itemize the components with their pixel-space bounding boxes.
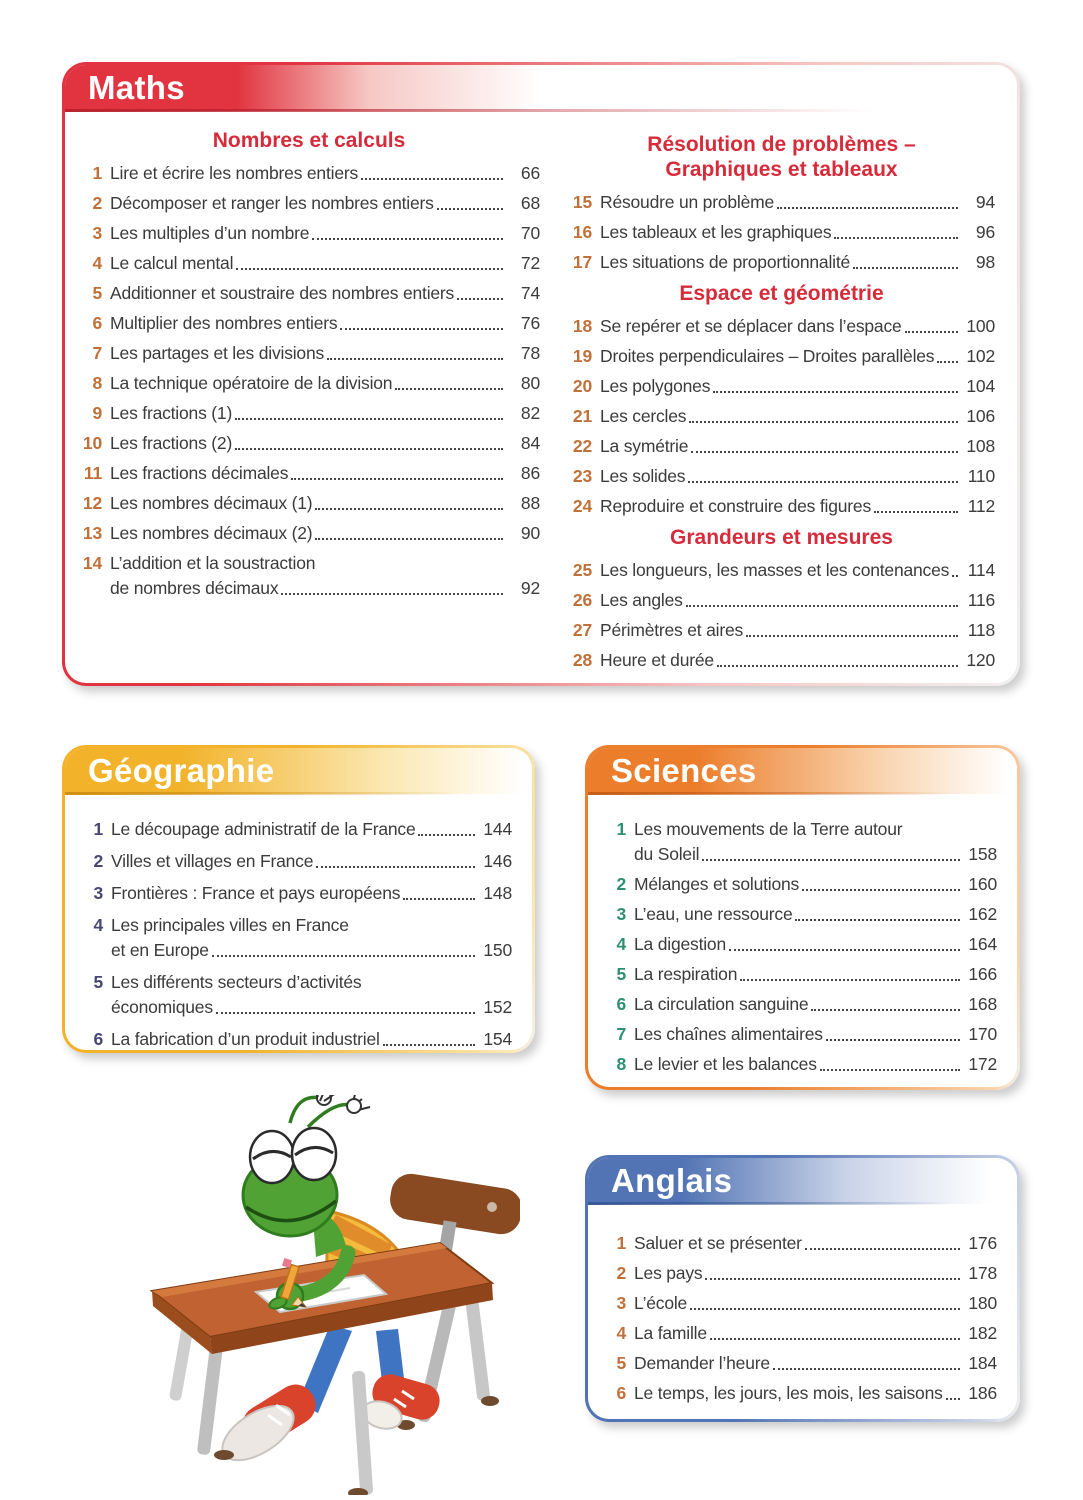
item-number: 4: [616, 1323, 626, 1343]
maths-section: [568, 281, 995, 517]
frog-illustration: [140, 1095, 520, 1495]
maths-card: [62, 62, 1020, 686]
dot-leader: [281, 593, 503, 595]
item-title: Villes et villages en France: [111, 851, 314, 871]
dot-leader: [710, 1338, 960, 1340]
toc-item: [568, 589, 995, 611]
item-title: Les chaînes alimentaires: [634, 1024, 823, 1044]
item-number: 3: [92, 223, 102, 243]
dot-leader: [691, 451, 958, 453]
toc-item: [568, 559, 995, 581]
item-number: 3: [616, 904, 626, 924]
item-title: Les partages et les divisions: [110, 343, 325, 363]
toc-item: [78, 282, 540, 304]
toc-item: [602, 1322, 997, 1344]
item-number: 3: [93, 883, 103, 903]
toc-item: [78, 192, 540, 214]
item-number: 5: [93, 972, 103, 992]
item-number: 27: [572, 620, 592, 640]
item-title: Le levier et les balances: [634, 1054, 817, 1074]
page-number: 118: [967, 620, 995, 640]
dot-leader: [291, 478, 503, 480]
toc-item: [568, 619, 995, 641]
page-number: 178: [968, 1263, 997, 1283]
toc-item: [79, 971, 512, 1018]
page-number: 162: [968, 904, 997, 924]
item-number: 13: [82, 523, 102, 543]
page-number: 74: [520, 283, 540, 303]
toc-item: [79, 818, 512, 840]
item-number: 2: [92, 193, 102, 213]
page-number: 166: [968, 964, 997, 984]
dot-leader: [327, 358, 503, 360]
item-title: Frontières : France et pays européens: [111, 883, 401, 903]
toc-item: [602, 818, 997, 865]
maths-column-right: [540, 124, 995, 679]
dot-leader: [340, 328, 503, 330]
page-number: 102: [966, 346, 995, 366]
item-title: Les polygones: [600, 376, 711, 396]
dot-leader: [312, 238, 503, 240]
item-number: 19: [572, 346, 592, 366]
page-number: 78: [520, 343, 540, 363]
item-title: Les mouvements de la Terre autour: [634, 819, 903, 839]
item-title: Les longueurs, les masses et les contenances: [600, 560, 950, 580]
item-number: 22: [572, 436, 592, 456]
toc-item: [79, 914, 512, 961]
toc-item: [78, 342, 540, 364]
page-number: 146: [483, 851, 512, 871]
dot-leader: [805, 1248, 960, 1250]
toc-item: [602, 1053, 997, 1075]
item-title: Les situations de proportionnalité: [600, 252, 851, 272]
toc-item: [602, 1382, 997, 1404]
toc-item: [79, 1028, 512, 1050]
toc-list: [568, 315, 995, 517]
item-number: 15: [572, 192, 592, 212]
item-number: 5: [616, 964, 626, 984]
dot-leader: [853, 267, 958, 269]
maths-title: Maths: [88, 69, 185, 106]
dot-leader: [729, 949, 960, 951]
item-number: 21: [572, 406, 592, 426]
item-title: Les nombres décimaux (1): [110, 493, 313, 513]
item-title: Décomposer et ranger les nombres entiers: [110, 193, 434, 213]
item-title: Les multiples d’un nombre: [110, 223, 310, 243]
page-number: 90: [520, 523, 540, 543]
item-title: Les pays: [634, 1263, 703, 1283]
page-number: 116: [967, 590, 995, 610]
toc-item: [602, 1023, 997, 1045]
item-title-line2: et en Europe: [111, 940, 209, 960]
item-title: Lire et écrire les nombres entiers: [110, 163, 359, 183]
item-title: Résoudre un problème: [600, 192, 775, 212]
dot-leader: [937, 361, 958, 363]
item-number: 7: [92, 343, 102, 363]
item-title: Les angles: [600, 590, 683, 610]
page-number: 184: [968, 1353, 997, 1373]
toc-item: [602, 933, 997, 955]
section-heading-nombres: Nombres et calculs: [212, 129, 406, 152]
toc-item: [568, 649, 995, 671]
section-heading-line1: Résolution de problèmes –: [647, 133, 916, 156]
item-number: 8: [92, 373, 102, 393]
item-title: La circulation sanguine: [634, 994, 809, 1014]
toc-item: [602, 1262, 997, 1284]
geographie-title: Géographie: [88, 752, 275, 789]
item-title: Les principales villes en France: [111, 915, 349, 935]
section-heading: [568, 132, 995, 182]
dot-leader: [437, 208, 503, 210]
toc-item: [568, 315, 995, 337]
dot-leader: [802, 889, 960, 891]
item-number: 11: [83, 463, 102, 483]
item-number: 12: [82, 493, 102, 513]
toc-item: [568, 191, 995, 213]
toc-item: [78, 552, 540, 599]
page-number: 160: [968, 874, 997, 894]
sciences-card: [585, 745, 1020, 1090]
item-title: La digestion: [634, 934, 726, 954]
page-number: 96: [975, 222, 995, 242]
item-number: 6: [616, 1383, 626, 1403]
item-title: Droites perpendiculaires – Droites parallèles: [600, 346, 935, 366]
dot-leader: [418, 834, 475, 836]
toc-item: [78, 462, 540, 484]
page-number: 66: [520, 163, 540, 183]
dot-leader: [795, 919, 960, 921]
page-number: 68: [520, 193, 540, 213]
page-number: 172: [968, 1054, 997, 1074]
toc-list-geographie: [79, 818, 512, 1050]
toc-item: [602, 903, 997, 925]
item-number: 2: [616, 874, 626, 894]
sciences-title: Sciences: [611, 752, 757, 789]
toc-list-sciences: [602, 818, 997, 1075]
page-number: 170: [968, 1024, 997, 1044]
item-number: 2: [616, 1263, 626, 1283]
page-number: 88: [520, 493, 540, 513]
page-number: 186: [968, 1383, 997, 1403]
anglais-title: Anglais: [611, 1162, 733, 1199]
dot-leader: [952, 575, 958, 577]
dot-leader: [395, 388, 503, 390]
page-number: 182: [968, 1323, 997, 1343]
dot-leader: [905, 331, 958, 333]
dot-leader: [212, 955, 475, 957]
dot-leader: [717, 665, 958, 667]
item-title: Le temps, les jours, les mois, les saisons: [634, 1383, 943, 1403]
dot-leader: [946, 1398, 960, 1400]
toc-item: [568, 435, 995, 457]
item-number: 1: [616, 819, 626, 839]
dot-leader: [834, 237, 958, 239]
item-number: 1: [92, 163, 102, 183]
item-title: L’école: [634, 1293, 688, 1313]
toc-list: [568, 191, 995, 273]
dot-leader: [457, 298, 503, 300]
dot-leader: [316, 866, 475, 868]
dot-leader: [686, 605, 958, 607]
item-title: Saluer et se présenter: [634, 1233, 802, 1253]
item-number: 4: [93, 915, 103, 935]
item-title: Se repérer et se déplacer dans l’espace: [600, 316, 902, 336]
dot-leader: [705, 1278, 960, 1280]
toc-item: [568, 345, 995, 367]
dot-leader: [383, 1044, 475, 1046]
item-title: La fabrication d’un produit industriel: [111, 1029, 380, 1049]
dot-leader: [777, 207, 958, 209]
page-number: 150: [483, 940, 512, 960]
item-title: Heure et durée: [600, 650, 714, 670]
item-title: L’addition et la soustraction: [110, 553, 316, 573]
page-number: 110: [967, 466, 995, 486]
item-number: 17: [572, 252, 592, 272]
item-title: La respiration: [634, 964, 738, 984]
toc-item: [78, 222, 540, 244]
toc-item: [568, 221, 995, 243]
page-number: 112: [967, 496, 995, 516]
dot-leader: [820, 1069, 960, 1071]
dot-leader: [236, 268, 503, 270]
toc-list-anglais: [602, 1232, 997, 1404]
page-number: 164: [968, 934, 997, 954]
maths-section: [568, 132, 995, 273]
page-number: 154: [483, 1029, 512, 1049]
item-number: 23: [572, 466, 592, 486]
page-number: 106: [966, 406, 995, 426]
dot-leader: [315, 538, 503, 540]
item-title: Les solides: [600, 466, 686, 486]
dot-leader: [690, 1308, 960, 1310]
maths-sections: [568, 132, 995, 671]
toc-item: [78, 522, 540, 544]
page-number: 114: [967, 560, 995, 580]
item-title: Périmètres et aires: [600, 620, 744, 640]
toc-item: [78, 492, 540, 514]
item-title: Le calcul mental: [110, 253, 234, 273]
toc-item: [602, 1292, 997, 1314]
item-number: 8: [616, 1054, 626, 1074]
geographie-header: [65, 748, 532, 794]
item-title: Le découpage administratif de la France: [111, 819, 416, 839]
dot-leader: [702, 859, 960, 861]
toc-item: [602, 963, 997, 985]
dot-leader: [740, 979, 960, 981]
page-number: 92: [520, 578, 540, 598]
item-number: 28: [572, 650, 592, 670]
dot-leader: [826, 1039, 960, 1041]
toc-item: [568, 495, 995, 517]
dot-leader: [688, 481, 958, 483]
toc-item: [79, 882, 512, 904]
item-number: 3: [616, 1293, 626, 1313]
toc-item: [568, 251, 995, 273]
item-title: Les tableaux et les graphiques: [600, 222, 832, 242]
item-title: Les nombres décimaux (2): [110, 523, 313, 543]
toc-item: [78, 312, 540, 334]
page-number: 82: [520, 403, 540, 423]
toc-item: [568, 465, 995, 487]
maths-section: [568, 525, 995, 671]
page-number: 76: [520, 313, 540, 333]
item-number: 9: [92, 403, 102, 423]
item-number: 1: [616, 1233, 626, 1253]
page-number: 70: [520, 223, 540, 243]
item-number: 6: [92, 313, 102, 333]
item-title: Les cercles: [600, 406, 687, 426]
dot-leader: [874, 511, 958, 513]
dot-leader: [713, 391, 958, 393]
item-title: Les fractions décimales: [110, 463, 289, 483]
item-title: Mélanges et solutions: [634, 874, 800, 894]
page-number: 180: [968, 1293, 997, 1313]
item-title: L’eau, une ressource: [634, 904, 793, 924]
item-number: 4: [616, 934, 626, 954]
item-title: Les différents secteurs d’activités: [111, 972, 362, 992]
item-number: 1: [93, 819, 103, 839]
item-title: La famille: [634, 1323, 707, 1343]
item-number: 2: [93, 851, 103, 871]
dot-leader: [361, 178, 503, 180]
dot-leader: [216, 1012, 475, 1014]
toc-item: [568, 375, 995, 397]
toc-item: [79, 850, 512, 872]
toc-item: [568, 405, 995, 427]
item-title: La technique opératoire de la division: [110, 373, 393, 393]
page-number: 84: [520, 433, 540, 453]
page-number: 80: [520, 373, 540, 393]
dot-leader: [689, 421, 958, 423]
section-heading-line1: Espace et géométrie: [679, 282, 884, 305]
section-heading-line2: Graphiques et tableaux: [665, 158, 898, 181]
item-title-line2: économiques: [111, 997, 213, 1017]
toc-list-nombres: [78, 162, 540, 599]
item-title: Les fractions (2): [110, 433, 233, 453]
item-title: Additionner et soustraire des nombres entiers: [110, 283, 455, 303]
page-number: 176: [968, 1233, 997, 1253]
item-number: 5: [616, 1353, 626, 1373]
toc-item: [602, 1352, 997, 1374]
page-number: 158: [968, 844, 997, 864]
item-title: Demander l’heure: [634, 1353, 770, 1373]
page-number: 108: [966, 436, 995, 456]
item-number: 6: [93, 1029, 103, 1049]
toc-list: [568, 559, 995, 671]
toc-item: [78, 402, 540, 424]
toc-item: [78, 432, 540, 454]
dot-leader: [235, 448, 503, 450]
toc-item: [78, 252, 540, 274]
item-title-line2: du Soleil: [634, 844, 700, 864]
page-number: 144: [483, 819, 512, 839]
toc-item: [602, 1232, 997, 1254]
anglais-header: [588, 1158, 1017, 1204]
item-number: 24: [572, 496, 592, 516]
toc-item: [602, 993, 997, 1015]
toc-item: [78, 372, 540, 394]
page-number: 86: [520, 463, 540, 483]
section-heading: [568, 281, 995, 306]
item-number: 6: [616, 994, 626, 1014]
page-number: 72: [520, 253, 540, 273]
item-number: 20: [572, 376, 592, 396]
item-number: 4: [92, 253, 102, 273]
item-number: 14: [82, 553, 102, 573]
page-number: 98: [975, 252, 995, 272]
item-title: Reproduire et construire des figures: [600, 496, 871, 516]
geographie-card: [62, 745, 535, 1053]
dot-leader: [235, 418, 503, 420]
maths-column-left: [78, 124, 540, 679]
page-number: 152: [483, 997, 512, 1017]
page-number: 100: [966, 316, 995, 336]
item-number: 7: [616, 1024, 626, 1044]
page-number: 94: [975, 192, 995, 212]
page-number: 104: [966, 376, 995, 396]
item-title: Multiplier des nombres entiers: [110, 313, 338, 333]
item-number: 10: [82, 433, 102, 453]
section-heading: [568, 525, 995, 550]
dot-leader: [403, 898, 475, 900]
toc-item: [602, 873, 997, 895]
maths-header: [65, 65, 1017, 111]
anglais-card: [585, 1155, 1020, 1422]
item-number: 26: [572, 590, 592, 610]
toc-item: [78, 162, 540, 184]
item-number: 5: [92, 283, 102, 303]
dot-leader: [811, 1009, 960, 1011]
item-number: 25: [572, 560, 592, 580]
dot-leader: [746, 635, 958, 637]
item-title: Les fractions (1): [110, 403, 233, 423]
dot-leader: [773, 1368, 960, 1370]
item-title-line2: de nombres décimaux: [110, 578, 279, 598]
page-number: 168: [968, 994, 997, 1014]
dot-leader: [315, 508, 503, 510]
section-heading-line1: Grandeurs et mesures: [670, 526, 893, 549]
item-number: 18: [572, 316, 592, 336]
item-title: La symétrie: [600, 436, 689, 456]
sciences-header: [588, 748, 1017, 794]
item-number: 16: [572, 222, 592, 242]
page-number: 148: [483, 883, 512, 903]
page-number: 120: [966, 650, 995, 670]
